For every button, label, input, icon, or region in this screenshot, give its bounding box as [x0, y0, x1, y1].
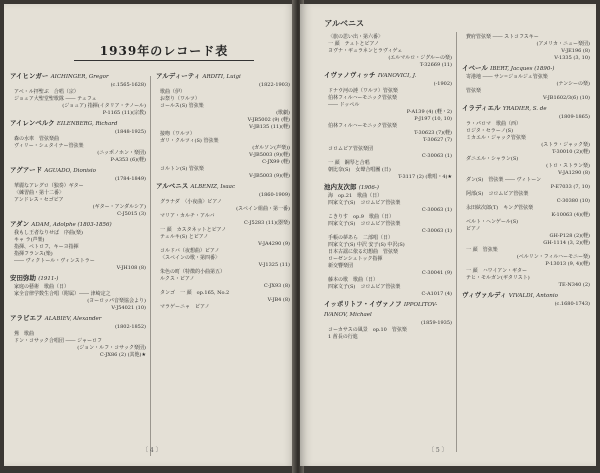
- composer-latin-name: ALABIEV, Alexander: [44, 316, 102, 322]
- record-entry: [324, 146, 452, 181]
- entry-line: テュルキ(S) とピアノ: [160, 234, 209, 240]
- entry-line: 〈旅の思い出・第六番〉: [328, 34, 384, 40]
- composer-name: 池内友次郎: [324, 183, 359, 191]
- entry-line: マラゲーニャ ピアノ: [160, 304, 210, 310]
- entry-line: タンゴ 一 顔 op.165, No.2: [160, 290, 230, 296]
- entry-line: 伯林フィルハーモニック管弦楽: [328, 123, 398, 129]
- entry-line: グラナダ 〈小夜曲〉ピアノ: [160, 199, 222, 205]
- entry-line: 費府管弦楽 ―― ストコフスキー: [466, 34, 539, 40]
- composer-heading: [324, 183, 452, 193]
- entry-line: (1848-1925): [114, 129, 146, 135]
- entry-line: ―― ドッペル: [328, 102, 360, 108]
- entry-line: ルクス・ピアノ: [160, 276, 195, 282]
- entry-line: C-A1017 (4): [421, 291, 452, 297]
- entry-line: 伯林フィルハーモニック管弦楽: [328, 95, 398, 101]
- entry-line: ミカエル・ジャック管弦楽: [466, 135, 526, 141]
- entry-line: C-JX93 (8): [263, 283, 290, 289]
- entry-line: T-32669 (11): [419, 62, 452, 68]
- composer-latin-name: (1911-): [38, 276, 59, 282]
- entry-line: (c.1680-1743): [554, 301, 590, 307]
- entry-line: (1822-1903): [258, 82, 290, 88]
- entry-line: 寄港地 ―― サン=ジョルジュ管弦楽: [466, 74, 548, 80]
- entry-line: 阿部(S) コロムビア管弦楽: [466, 191, 529, 197]
- title-rule: [74, 60, 254, 61]
- entry-line: C-30380 (10): [556, 198, 590, 204]
- entry-line: 家全音律学数生合唱（附属）―― 津崎定之: [14, 291, 111, 297]
- right-page: [300, 4, 596, 466]
- entry-line: 1 酋長の行進: [328, 334, 358, 340]
- composer-name: イッポリトフ・イヴァノフ: [324, 300, 404, 308]
- entry-line: P-J197 (10, 10): [414, 116, 452, 122]
- entry-line: コルドバ（夜想曲）ピアノ: [160, 248, 220, 254]
- entry-line: C-J5015 (3): [117, 211, 146, 217]
- entry-line: ―― ヴィクトール・ヴィンストラー: [14, 258, 95, 264]
- entry-line: ローゼンシュトック指揮: [328, 256, 383, 262]
- left-column-2: [156, 72, 290, 313]
- column-divider: [150, 76, 151, 456]
- entry-line: V-JH108 (8): [116, 265, 146, 271]
- running-head: アルベニス: [324, 18, 364, 28]
- composer-latin-name: AGUADO, Dionisio: [44, 168, 96, 174]
- entry-line: C-30041 (9): [421, 270, 452, 276]
- composer-name: イラディエル: [462, 104, 503, 112]
- entry-line: ドン・コサック合唱団 ―― ジャーロフ: [14, 338, 102, 344]
- composer-heading: [10, 314, 146, 324]
- entry-line: 朱色の町（特徴的小曲第五）: [160, 269, 226, 275]
- record-entry: [10, 220, 146, 272]
- entry-line: 藤本の歌 歌曲（日）: [328, 277, 379, 283]
- entry-line: 永田絃次郎(T) キング管弦楽: [466, 205, 534, 211]
- entry-line: C-JX99 (軽): [262, 159, 290, 165]
- entry-line: C-JX86 (2) (其他)★: [99, 352, 146, 358]
- entry-line: コロムビア管弦楽団: [328, 146, 374, 152]
- entry-line: V-JB5003 (9)(軽): [249, 152, 290, 158]
- composer-name: アイレンベルク: [10, 119, 57, 127]
- record-entry: [156, 72, 290, 180]
- entry-line: 鶯 歌曲: [14, 331, 35, 337]
- entry-line: 一 顔 テュトとピアノ: [328, 41, 380, 47]
- entry-line: (ストラ・ジャック楽): [541, 142, 590, 148]
- composer-heading: [156, 72, 290, 82]
- entry-line: 四家文子(S) コロムビア管弦楽: [328, 221, 401, 227]
- entry-line: 手帳の夢あら 二部唱（日）: [328, 235, 394, 241]
- entry-line: V-JA4290 (9): [258, 241, 290, 247]
- entry-line: V-JE196 (8): [561, 48, 590, 54]
- entry-line: V-J1325 (11): [258, 262, 290, 268]
- composer-latin-name: IPPOLITOV-IVANOV, Michael: [324, 302, 438, 318]
- record-entry: [324, 300, 452, 341]
- record-entry: [324, 183, 452, 298]
- entry-line: T-3117 (2) (歌唱・4)★: [398, 174, 452, 180]
- entry-line: 新交響楽団: [328, 263, 354, 269]
- composer-latin-name: IVANOVICI, J.: [377, 73, 417, 79]
- entry-line: 朝比奈(S) 女聲合唱團 (日): [328, 167, 391, 173]
- entry-line: コールス(S) 管弦楽: [160, 103, 204, 109]
- entry-line: テヒ・モルガン(ギタリスト): [466, 275, 530, 281]
- composer-heading: [10, 166, 146, 176]
- composer-latin-name: ARDITI, Luigi: [202, 74, 241, 80]
- record-entry: [324, 71, 452, 144]
- column-divider: [456, 32, 457, 452]
- record-entry: [10, 274, 146, 312]
- composer-heading: [10, 274, 146, 284]
- entry-line: 我もし王者なりせば 序曲(楽): [14, 230, 83, 236]
- page-number-left: 〔 4 〕: [142, 447, 162, 454]
- entry-line: P-A139 (4) (軽・2): [406, 109, 452, 115]
- entry-line: T-30623 (7)(軽): [414, 130, 452, 136]
- entry-line: 〈スペインの歌・第四番〉: [160, 255, 221, 261]
- entry-line: ヨヴナ・ギュラネンとラヴィゲェ: [328, 48, 403, 54]
- entry-line: C-J5283 (11)(器楽): [244, 220, 290, 226]
- entry-line: 一 顔 鋼琴と合唱: [328, 160, 370, 166]
- composer-name: アグアード: [10, 166, 45, 174]
- composer-latin-name: IBERT, Jacques (1890-): [490, 66, 555, 72]
- entry-line: P-13013 (9, 4)(軽): [545, 261, 590, 267]
- left-column-1: [10, 72, 146, 361]
- entry-line: アンドレス・セゴビア: [14, 197, 64, 203]
- composer-heading: [462, 104, 590, 114]
- entry-line: こきりす op.9 歌曲（日）: [328, 214, 394, 220]
- entry-line: C-30063 (1): [421, 228, 452, 234]
- entry-line: マリア・カルチ・アルバ: [160, 213, 215, 219]
- composer-heading: [10, 119, 146, 129]
- composer-latin-name: EILENBERG, Richard: [56, 121, 118, 127]
- entry-line: 海 op.21 歌曲（日）: [328, 193, 383, 199]
- record-entry: [10, 72, 146, 117]
- entry-line: (c.1565-1628): [110, 82, 146, 88]
- composer-name: アルベニス: [156, 182, 191, 190]
- entry-line: 一 顔 カスタネットとピアノ: [160, 227, 227, 233]
- entry-line: ヴィリー・シュタイナー管弦楽: [14, 143, 84, 149]
- entry-line: (-1902): [433, 81, 452, 87]
- entry-line: 四家文子(S) コロムビア管弦楽: [328, 284, 401, 290]
- entry-line: 〈練習曲・第十二番〉: [14, 190, 65, 196]
- entry-line: ジョュア大聖堂聖歌隊 ―― テュフェ: [14, 96, 97, 102]
- entry-line: 四家文子(S) 中沢 安子(S) 中沢(S): [328, 242, 405, 248]
- entry-line: ベルト・ヘンゲール(S): [466, 219, 519, 225]
- entry-line: T-30627 (7): [423, 137, 452, 143]
- composer-name: 安田弥助: [10, 274, 39, 282]
- entry-line: アベ・ル拝聖ぶ 合唱（宗）: [14, 89, 79, 95]
- record-entry: [10, 119, 146, 164]
- entry-line: (1859-1935): [420, 320, 452, 326]
- entry-line: コーカサスの風景 op.10 管弦楽: [328, 327, 407, 333]
- entry-line: TE-N340 (2): [558, 282, 590, 288]
- entry-line: キャ ラ(声楽): [14, 237, 45, 243]
- entry-line: ロジタ・セラーノ(S): [466, 128, 514, 134]
- entry-line: V-JB1602/3(6) (10): [542, 95, 590, 101]
- entry-line: V-JB5002 (9) (軽): [247, 117, 290, 123]
- composer-name: アルディーティ: [156, 72, 203, 80]
- entry-line: V-JB135 (11)(軽): [249, 124, 290, 130]
- entry-line: ラ・パロマ 歌曲（西）: [466, 121, 522, 127]
- entry-line: ドナウ河の漣（ワルツ）管弦楽: [328, 88, 398, 94]
- entry-line: 指揮、ペトロフ、キーヨ指揮: [14, 244, 79, 250]
- entry-line: 管弦楽: [466, 88, 482, 94]
- entry-line: (ヨーロッパ音楽協会より): [87, 298, 146, 304]
- entry-line: 四家文子(S) コロムビア管弦楽: [328, 200, 401, 206]
- entry-line: T-30010 (2)(軽): [552, 149, 590, 155]
- entry-line: P-1165 (11)(宗教): [102, 110, 146, 116]
- composer-heading: [10, 220, 146, 230]
- composer-heading: [10, 72, 146, 82]
- entry-line: (1802-1852): [114, 324, 146, 330]
- record-entry: [462, 64, 590, 102]
- entry-line: C-30063 (1): [421, 207, 452, 213]
- entry-line: 一 顔 ハワイアン・ギター: [466, 268, 528, 274]
- record-entry: [462, 34, 590, 62]
- entry-line: V-1335 (3, 10): [554, 55, 590, 61]
- composer-latin-name: ALBENIZ, Isaac: [190, 184, 236, 190]
- entry-line: V-JA1290 (8): [558, 170, 590, 176]
- entry-line: (ジョュア) 指揮(イタリア・テノール): [62, 103, 146, 109]
- composer-heading: [462, 64, 590, 74]
- record-entry: [156, 182, 290, 311]
- right-column-2: [462, 34, 590, 310]
- composer-heading: [156, 182, 290, 192]
- composer-latin-name: VIVALDI, Antonio: [508, 293, 558, 299]
- composer-name: アラビエフ: [10, 314, 45, 322]
- record-entry: [462, 291, 590, 308]
- composer-latin-name: YRADIER, S. de: [502, 106, 547, 112]
- record-entry: [324, 34, 452, 69]
- entry-line: GH-P128 (2)(軽): [549, 233, 590, 239]
- entry-line: 日本古謡に依る幻想曲 管弦楽: [328, 249, 399, 255]
- entry-line: (ジョン・ルフ・コサック楽団): [77, 345, 146, 351]
- entry-line: C-30063 (1): [421, 153, 452, 159]
- entry-line: V-JB4 (8): [267, 297, 290, 303]
- right-column-1: [324, 34, 452, 343]
- entry-line: (1784-1849): [114, 176, 146, 182]
- entry-line: 森の水車 管弦楽曲: [14, 136, 60, 142]
- entry-line: ガリ・クルツィ(S) 管弦楽: [160, 138, 219, 144]
- entry-line: (アメリカ・ニュー楽団): [536, 41, 590, 47]
- entry-line: V-J54021 (10): [111, 305, 146, 311]
- entry-line: ピアノ: [466, 226, 481, 232]
- entry-line: 接吻（ワルツ）: [160, 131, 195, 137]
- entry-line: (ガルソン(声楽)): [252, 145, 290, 151]
- composer-name: アイヒンガー: [10, 72, 51, 80]
- composer-latin-name: AICHINGER, Gregor: [50, 74, 109, 80]
- record-entry: [462, 104, 590, 289]
- entry-line: P-E7033 (7, 10): [550, 184, 590, 190]
- entry-line: GH-1114 (3, 2)(軽): [543, 240, 590, 246]
- entry-line: (ベルリン・フィルハーモニー楽): [516, 254, 590, 260]
- entry-line: (1809-1865): [558, 114, 590, 120]
- composer-name: イベール: [462, 64, 491, 72]
- record-entry: [10, 166, 146, 218]
- entry-line: (スペイン組曲・第一番): [236, 206, 290, 212]
- record-entry: [10, 314, 146, 359]
- entry-line: (1860-1909): [258, 192, 290, 198]
- composer-latin-name: ADAM, Adolphe (1803-1856): [31, 222, 112, 228]
- entry-line: (ナンシーの楽): [556, 81, 590, 87]
- entry-line: ダン(S) 管弦楽 ―― ヴィトーン: [466, 177, 542, 183]
- entry-line: 華麗なアレグロ（独奏）ギター: [14, 183, 84, 189]
- page-title: 1939年のレコード表: [99, 44, 229, 58]
- page-number-right: 〔 5 〕: [428, 447, 448, 454]
- entry-line: 家庭の藝術 歌曲（日）: [14, 284, 70, 290]
- entry-line: V-JB5003 (9)(軽): [249, 173, 290, 179]
- left-page: [4, 4, 296, 466]
- entry-line: 一 顔 管弦楽: [466, 247, 498, 253]
- entry-line: (ニッポノホン・楽団): [97, 150, 146, 156]
- composer-heading: [324, 300, 452, 320]
- entry-line: ダニエル・シャラン(S): [466, 156, 519, 162]
- entry-line: 指揮フランス(楽): [14, 251, 53, 257]
- entry-line: コルトン(S) 管弦楽: [160, 166, 204, 172]
- entry-line: 歌曲（伊）: [160, 89, 186, 95]
- entry-line: (エルマルロ・ジグルーの楽): [388, 55, 452, 61]
- entry-line: P-A353 (6)(軽): [110, 157, 146, 163]
- composer-latin-name: (1906-): [358, 185, 379, 191]
- entry-line: K-10063 (4)(軽): [551, 212, 590, 218]
- composer-name: アダン: [10, 220, 32, 228]
- entry-line: (トロ・ストラン楽): [546, 163, 590, 169]
- composer-name: ヴィヴァルディ: [462, 291, 509, 299]
- composer-heading: [324, 71, 452, 81]
- composer-name: イヴァノヴィッチ: [324, 71, 378, 79]
- composer-heading: [462, 291, 590, 301]
- entry-line: (ギター・アンダルシア): [92, 204, 146, 210]
- entry-line: お祭り（ワルツ）: [160, 96, 200, 102]
- entry-line: (歌劇): [276, 110, 290, 116]
